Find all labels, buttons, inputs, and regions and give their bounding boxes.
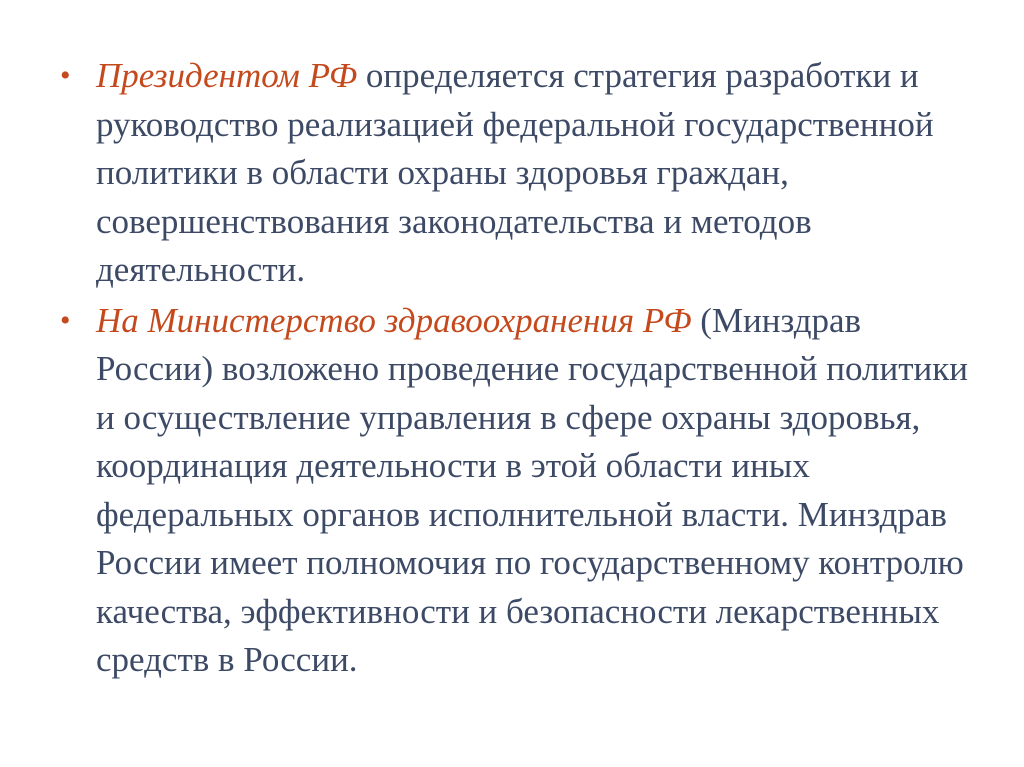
bullet-president xyxy=(60,52,984,295)
bullet-ministry xyxy=(60,297,984,685)
bullet-text-ministry: (Минздрав России) возложено проведение государственной политики и осуществление управления в сфере охраны здоровья, координация деятельности в этой области иных федеральных органов исполнительной власти. Минздрав России имеет полномочия по государственному контролю качества, эффективности и безопасности лекарственных средств в России. xyxy=(96,300,968,679)
bullet-text-president: определяется стратегия разработки и руководство реализацией федеральной государственной политики в области охраны здоровья граждан, совершенствования законодательства и методов деятельности. xyxy=(96,56,934,289)
bullet-marker: • xyxy=(60,303,71,337)
bullet-lead-ministry: На Министерство здравоохранения РФ xyxy=(96,300,692,340)
bullet-lead-president: Президентом РФ xyxy=(96,56,358,95)
bullet-list xyxy=(60,52,984,685)
bullet-marker: • xyxy=(60,59,71,92)
